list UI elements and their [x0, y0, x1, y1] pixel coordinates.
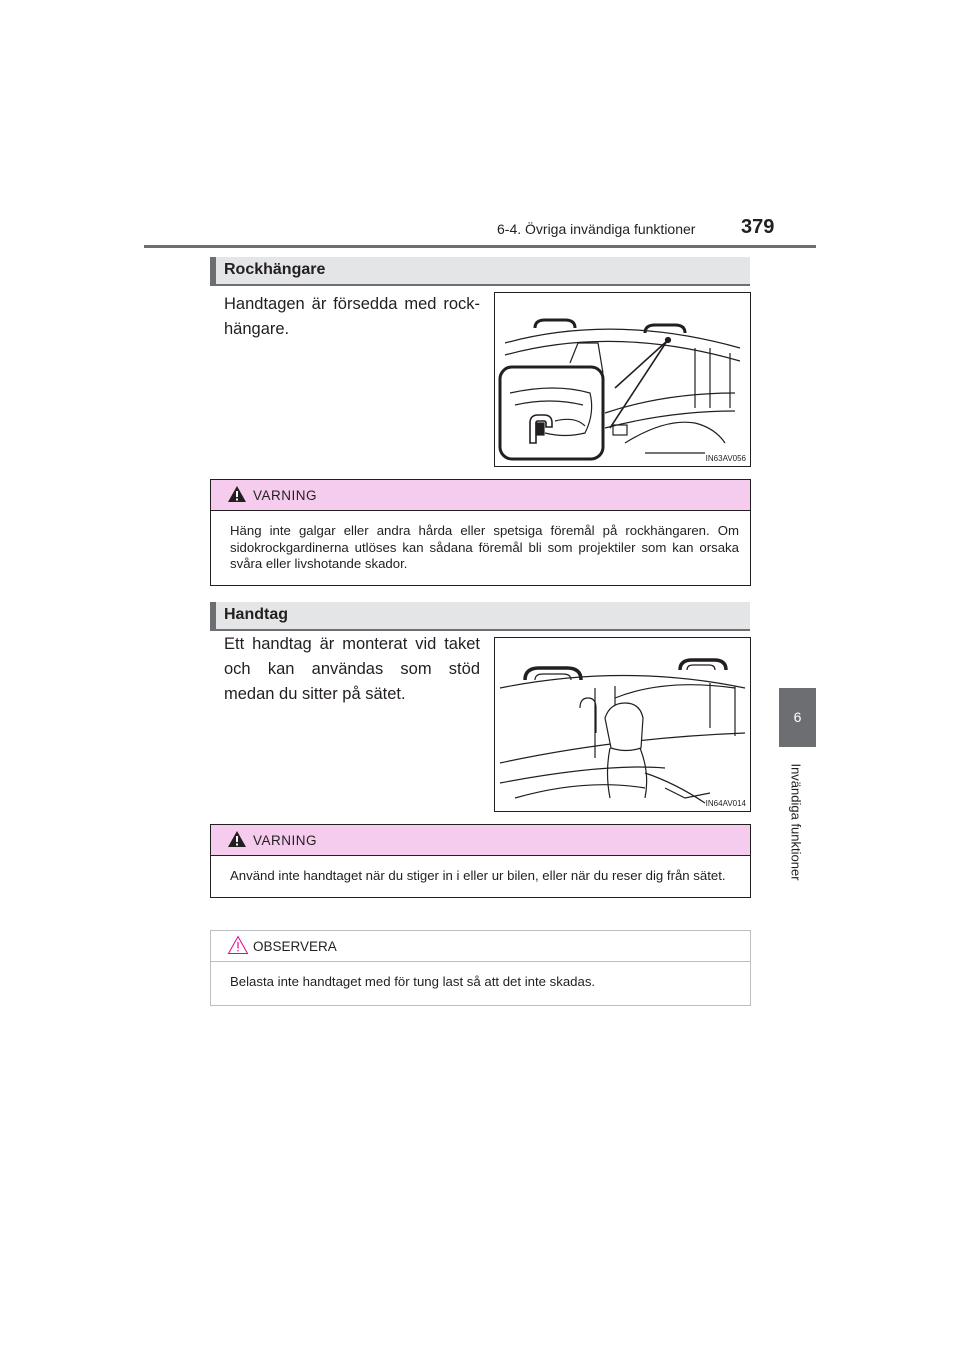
zoom-inset: [500, 367, 603, 459]
notice-label: OBSERVERA: [253, 939, 337, 954]
grab-handles-description: Ett handtag är monterat vid taket och kan användas som stöd medan du sitter på sätet.: [224, 635, 480, 703]
page-number: 379: [741, 216, 775, 238]
heading-accent-bar: [210, 257, 216, 284]
heading-accent-bar: [210, 602, 216, 629]
section-heading-label: Rockhängare: [224, 261, 326, 278]
warning-label: VARNING: [253, 833, 318, 848]
figure-code: IN64AV014: [705, 799, 746, 808]
warning-header: [211, 825, 750, 856]
grab-handle-illustration: [494, 637, 751, 812]
section-title: 6-4. Övriga invändiga funktioner: [497, 221, 696, 237]
section-heading-grab-handles: [210, 602, 750, 631]
grab-handle-drawing: [495, 638, 750, 811]
notice-box: [210, 930, 751, 1006]
warning-header: [211, 480, 750, 511]
coat-hook-drawing: [495, 293, 750, 466]
warning-label: VARNING: [253, 488, 318, 503]
notice-text: Belasta inte handtaget med för tung last så att det inte skadas.: [230, 974, 596, 989]
warning-text: Använd inte handtaget när du stiger in i eller ur bilen, eller när du reser dig från sätet.: [230, 868, 726, 883]
section-heading-label: Handtag: [224, 606, 288, 623]
notice-header: [211, 931, 750, 962]
chapter-title-vertical: [786, 754, 806, 889]
warning-icon: [227, 485, 247, 503]
figure-code: IN63AV056: [705, 454, 746, 463]
chapter-title: Invändiga funktioner: [788, 762, 804, 881]
section-heading-coat-hooks: [210, 257, 750, 286]
chapter-tab: 6: [779, 688, 816, 747]
warning-text: Häng inte galgar eller andra hårda eller spetsiga föremål på rockhängaren. Om sidokrockgardinerna utlöses kan sådana föremål bli som projektiler som kan orsaka svåra eller livshotande skador.: [230, 523, 739, 571]
warning-box-coat-hooks: [210, 479, 751, 586]
caution-icon: [227, 935, 249, 955]
coat-hook-illustration: [494, 292, 751, 467]
header-divider: [144, 245, 816, 248]
coat-hooks-description: Handtagen är försedda med rock-hängare.: [224, 295, 480, 338]
warning-icon: [227, 830, 247, 848]
warning-box-grab-handles: [210, 824, 751, 898]
